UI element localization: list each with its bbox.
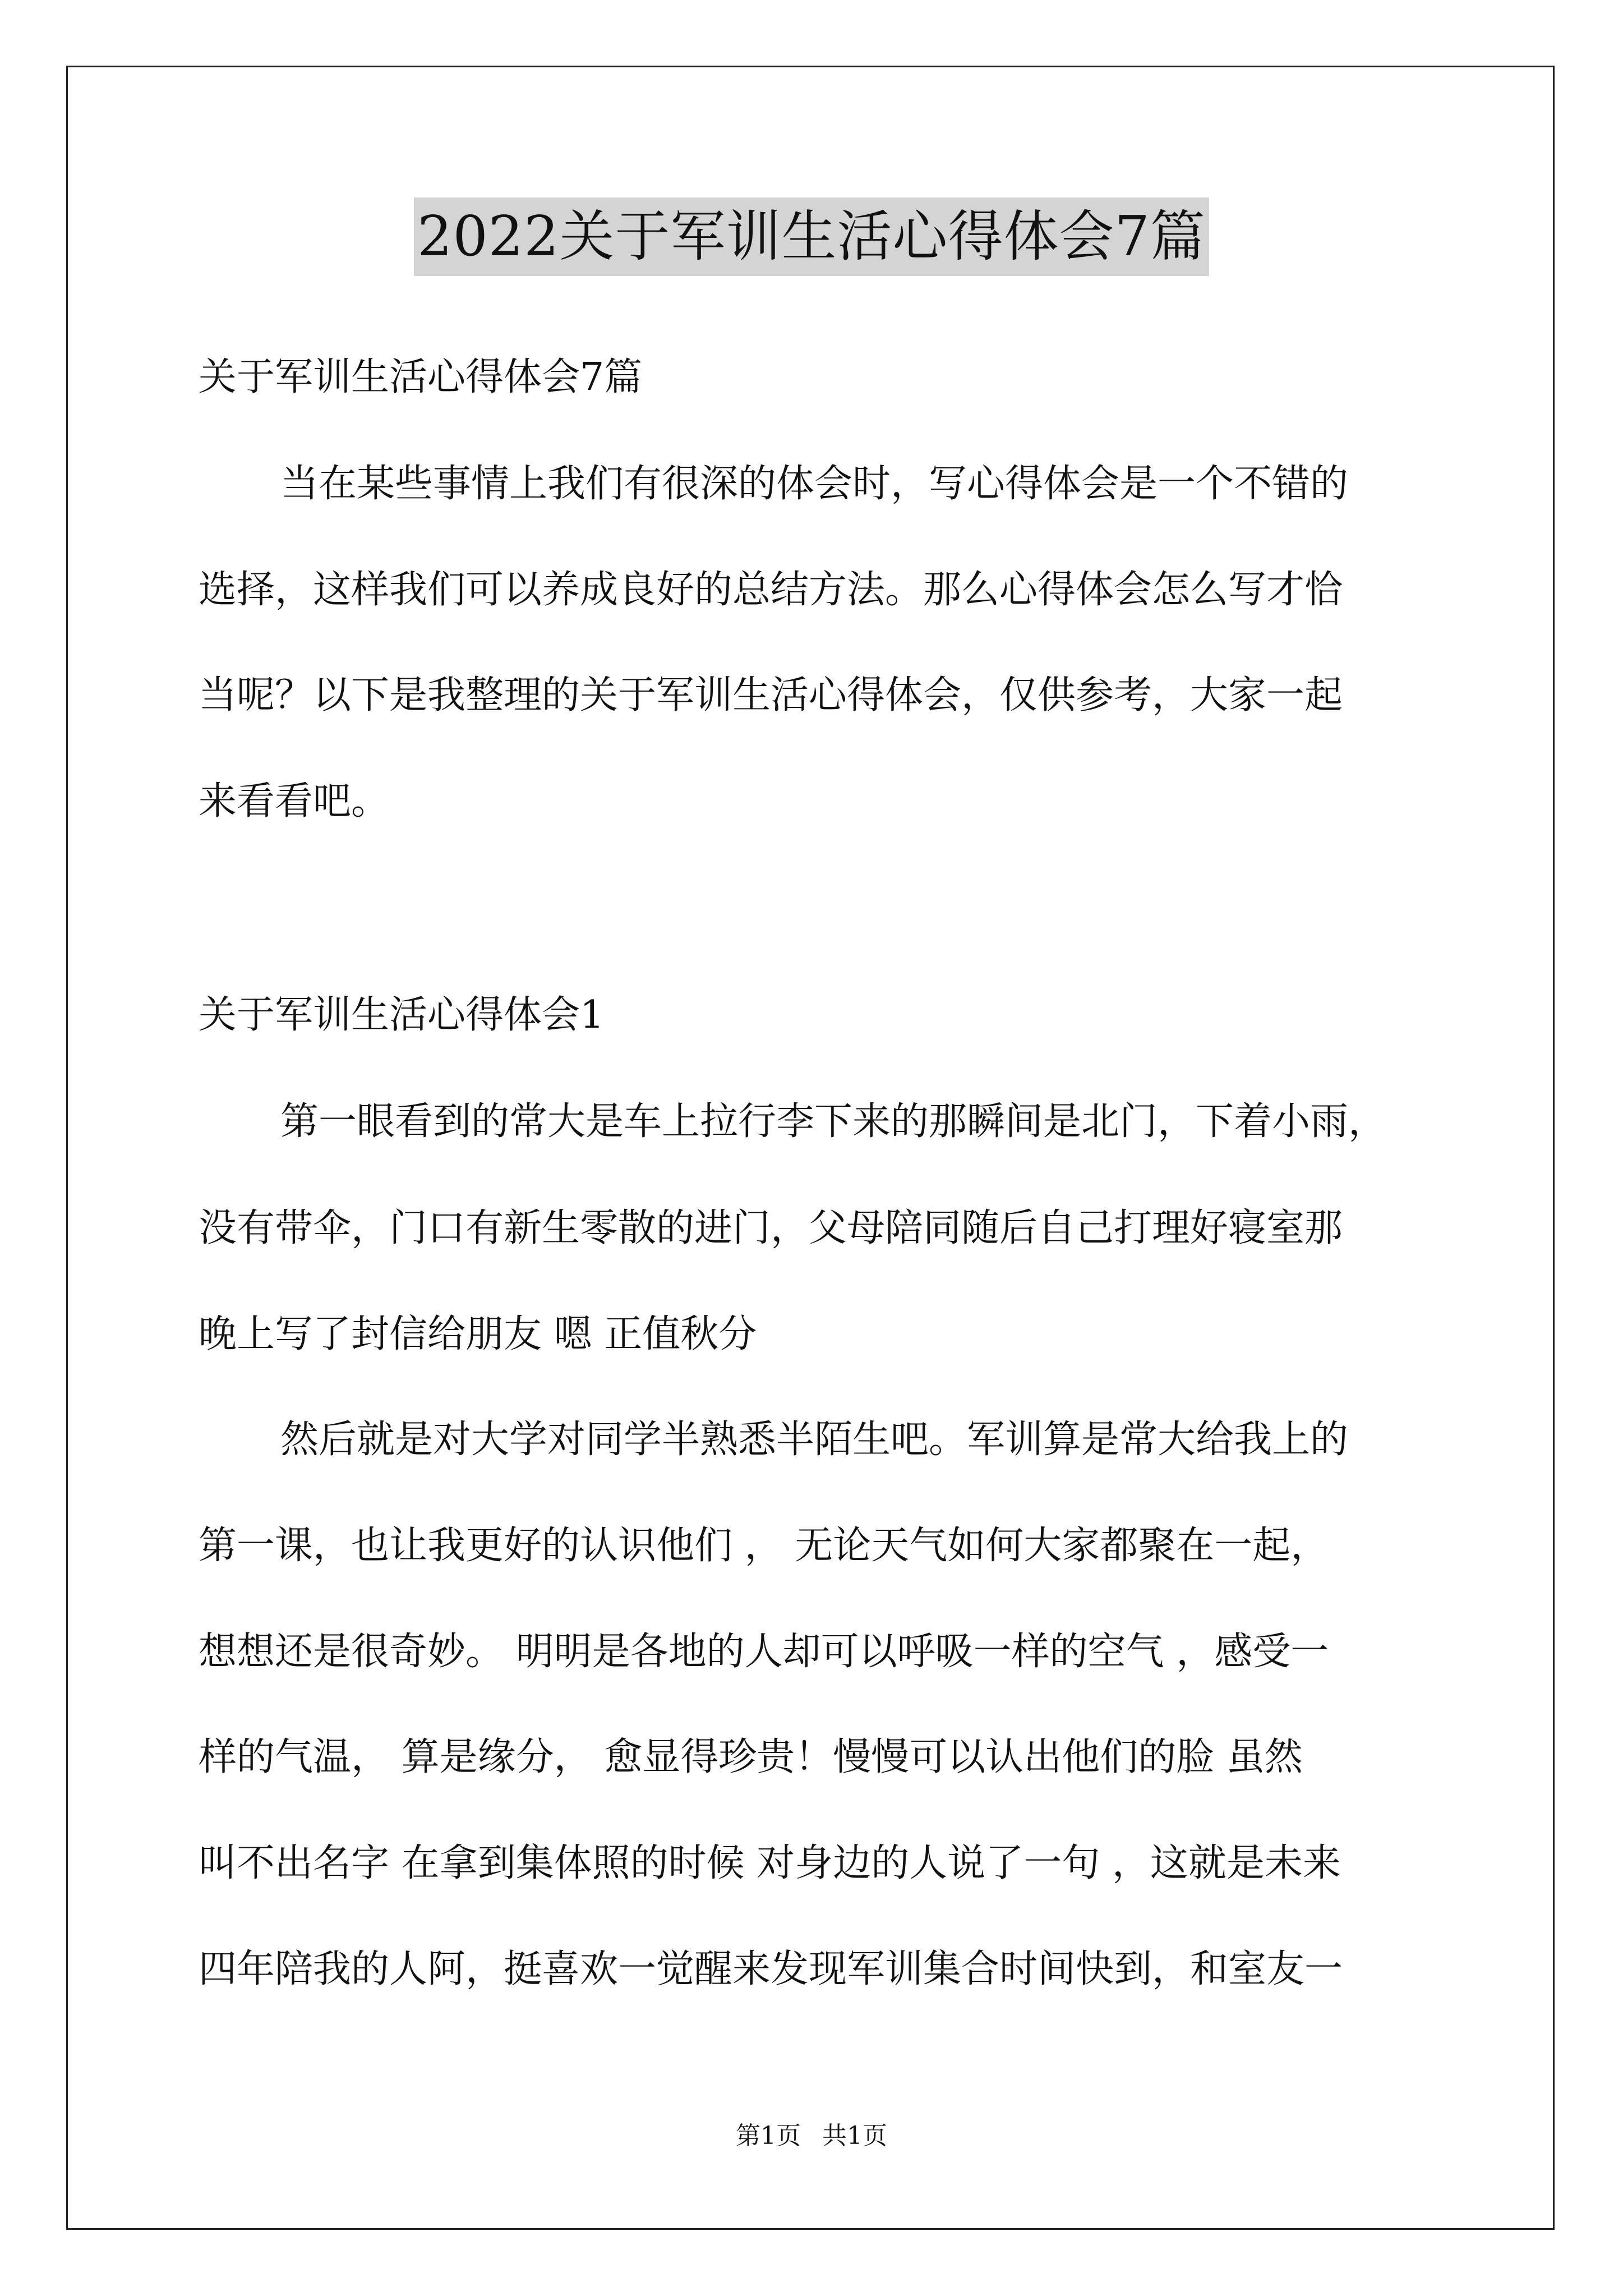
- intro-line: 来看看吧。: [199, 779, 390, 823]
- title-container: [0, 197, 1623, 276]
- intro-line: 选择，这样我们可以养成良好的总结方法。那么心得体会怎么写才恰: [199, 568, 1343, 612]
- intro-line: 当呢？以下是我整理的关于军训生活心得体会，仅供参考，大家一起: [199, 673, 1343, 717]
- paragraph-line: 第一眼看到的常大是车上拉行李下来的那瞬间是北门，下着小雨，: [280, 1099, 1387, 1144]
- paragraph-line: 第一课，也让我更好的认识他们 ， 无论天气如何大家都聚在一起，: [199, 1524, 1329, 1568]
- page-footer: [0, 2119, 1623, 2153]
- subtitle: 关于军训生活心得体会7篇: [199, 355, 643, 399]
- page-number-total: 共1页: [822, 2122, 887, 2150]
- paragraph-line: 四年陪我的人阿，挺喜欢一觉醒来发现军训集合时间快到，和室友一: [199, 1947, 1343, 1991]
- section-heading: 关于军训生活心得体会1: [199, 993, 605, 1037]
- document-title: 2022关于军训生活心得体会7篇: [414, 197, 1209, 276]
- page-number-current: 第1页: [736, 2122, 801, 2150]
- paragraph-line: 然后就是对大学对同学半熟悉半陌生吧。军训算是常大给我上的: [280, 1418, 1349, 1462]
- paragraph-line: 晚上写了封信给朋友 嗯 正值秋分: [199, 1312, 757, 1356]
- paragraph-line: 样的气温， 算是缘分， 愈显得珍贵！慢慢可以认出他们的脸 虽然: [199, 1735, 1303, 1779]
- intro-line: 当在某些事情上我们有很深的体会时，写心得体会是一个不错的: [280, 462, 1349, 506]
- paragraph-line: 叫不出名字 在拿到集体照的时候 对身边的人说了一句 ，这就是未来: [199, 1841, 1341, 1885]
- paragraph-line: 没有带伞，门口有新生零散的进门，父母陪同随后自己打理好寝室那: [199, 1206, 1343, 1250]
- paragraph-line: 想想还是很奇妙。 明明是各地的人却可以呼吸一样的空气 ，感受一: [199, 1630, 1329, 1674]
